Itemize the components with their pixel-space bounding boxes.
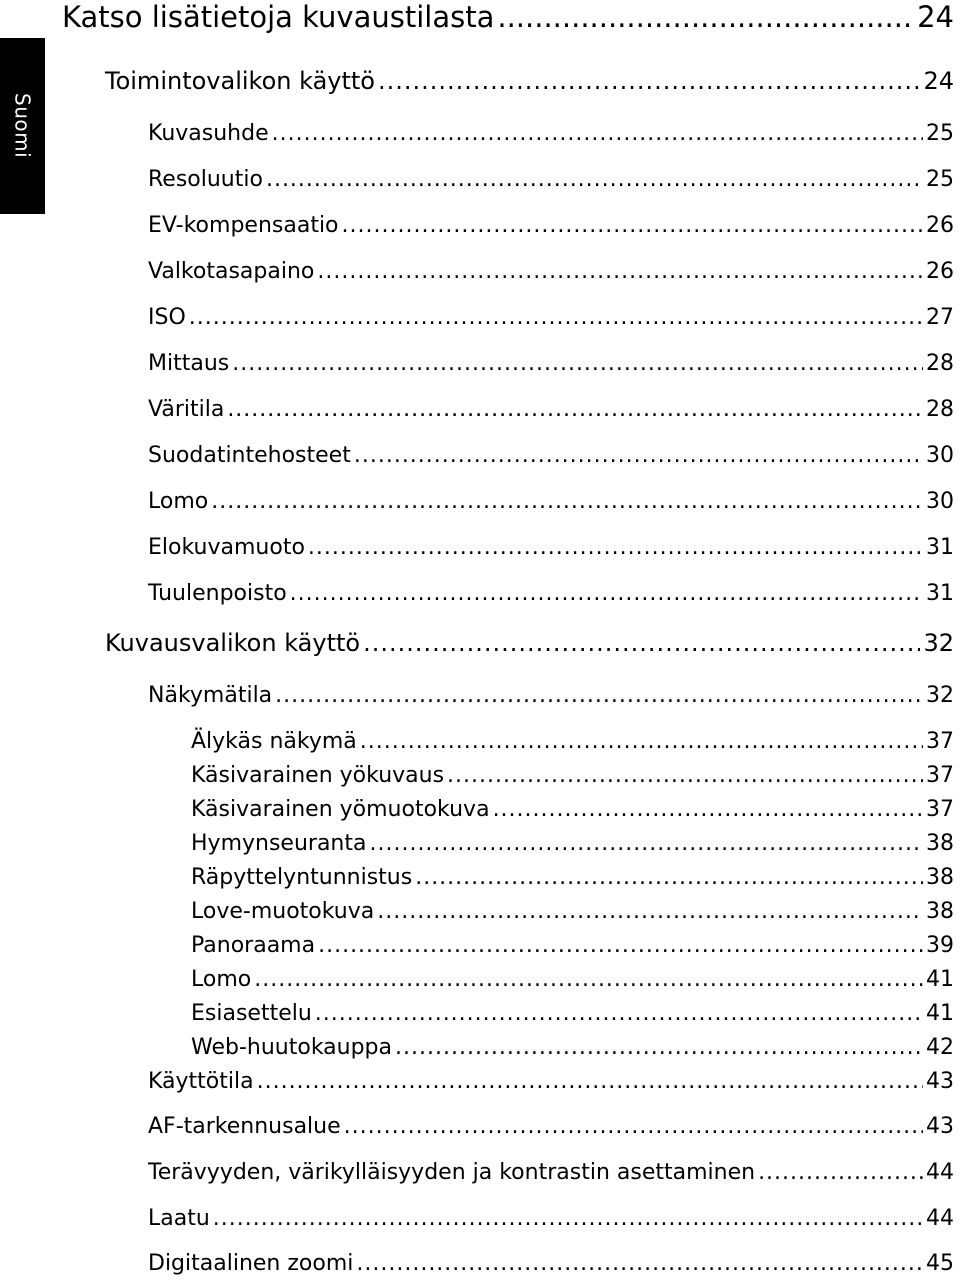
leader-dots (356, 1251, 923, 1276)
toc-entry-page: 31 (926, 535, 954, 560)
toc-entry[interactable] (191, 1035, 954, 1060)
toc-entry-page: 39 (926, 933, 954, 958)
toc-entry-label: EV-kompensaatio (148, 213, 339, 238)
leader-dots (308, 535, 923, 560)
toc-entry[interactable] (148, 121, 954, 146)
toc-entry-page: 37 (926, 797, 954, 822)
toc-entry-label: Näkymätila (148, 683, 273, 708)
toc-entry[interactable] (148, 1069, 954, 1094)
leader-dots (369, 831, 923, 856)
toc-entry[interactable] (148, 397, 954, 422)
toc-entry[interactable] (148, 443, 954, 468)
toc-entry-page: 43 (926, 1069, 954, 1094)
toc-entry-page: 26 (926, 259, 954, 284)
toc-entry-label: Lomo (148, 489, 209, 514)
toc-entry-label: AF-tarkennusalue (148, 1114, 341, 1139)
toc-entry-label: Lomo (191, 967, 252, 992)
toc-entry-page: 30 (926, 489, 954, 514)
toc-entry-page: 32 (926, 683, 954, 708)
toc-entry-page: 38 (926, 865, 954, 890)
toc-entry-label: Hymynseuranta (191, 831, 367, 856)
toc-entry-page: 38 (926, 899, 954, 924)
toc-entry-label: Älykäs näkymä (191, 729, 357, 754)
toc-entry-page: 44 (926, 1206, 954, 1231)
leader-dots (211, 489, 923, 514)
language-side-tab (0, 38, 45, 214)
leader-dots (493, 797, 923, 822)
toc-entry-page: 41 (926, 1001, 954, 1026)
toc-entry[interactable] (191, 831, 954, 856)
toc-entry-label: Tuulenpoisto (148, 581, 287, 606)
toc-entry[interactable] (105, 629, 954, 657)
toc-entry-page: 24 (917, 0, 954, 34)
toc-entry-label: Terävyyden, värikylläisyyden ja kontrastin asettaminen (148, 1160, 756, 1185)
toc-entry-label: Love-muotokuva (191, 899, 375, 924)
toc-entry-label: Web-huutokauppa (191, 1035, 393, 1060)
toc-entry[interactable] (191, 797, 954, 822)
toc-entry-page: 37 (926, 729, 954, 754)
toc-entry[interactable] (62, 0, 954, 34)
toc-entry-label: Katso lisätietoja kuvaustilasta (62, 0, 495, 34)
leader-dots (232, 351, 923, 376)
toc-entry[interactable] (191, 899, 954, 924)
toc-entry[interactable] (148, 259, 954, 284)
toc-entry-label: Käsivarainen yömuotokuva (191, 797, 490, 822)
toc-entry-label: Käsivarainen yökuvaus (191, 763, 445, 788)
leader-dots (363, 629, 920, 657)
toc-entry-label: Räpyttelyntunnistus (191, 865, 413, 890)
toc-entry[interactable] (148, 581, 954, 606)
leader-dots (497, 0, 914, 34)
toc-entry[interactable] (148, 535, 954, 560)
toc-entry-page: 28 (926, 397, 954, 422)
toc-entry[interactable] (191, 865, 954, 890)
leader-dots (227, 397, 923, 422)
leader-dots (213, 1206, 923, 1231)
leader-dots (189, 305, 923, 330)
toc-entry-label: Elokuvamuoto (148, 535, 305, 560)
toc-entry-label: Digitaalinen zoomi (148, 1251, 354, 1276)
toc-entry-label: ISO (148, 305, 186, 330)
toc-entry[interactable] (148, 305, 954, 330)
toc-entry[interactable] (191, 763, 954, 788)
leader-dots (275, 683, 923, 708)
toc-entry-page: 42 (926, 1035, 954, 1060)
toc-entry-page: 32 (923, 629, 954, 657)
toc-entry-label: Laatu (148, 1206, 210, 1231)
toc-entry-page: 25 (926, 167, 954, 192)
toc-entry-label: Käyttötila (148, 1069, 254, 1094)
toc-entry[interactable] (148, 1160, 954, 1185)
leader-dots (266, 167, 923, 192)
toc-entry-label: Mittaus (148, 351, 230, 376)
toc-entry-page: 26 (926, 213, 954, 238)
toc-entry[interactable] (191, 1001, 954, 1026)
toc-entry[interactable] (191, 729, 954, 754)
leader-dots (378, 67, 920, 95)
toc-entry-page: 27 (926, 305, 954, 330)
toc-entry[interactable] (148, 489, 954, 514)
toc-entry-page: 44 (926, 1160, 954, 1185)
toc-entry-label: Esiasettelu (191, 1001, 312, 1026)
leader-dots (290, 581, 923, 606)
leader-dots (272, 121, 923, 146)
toc-entry-page: 31 (926, 581, 954, 606)
toc-entry-page: 38 (926, 831, 954, 856)
toc-entry-label: Kuvausvalikon käyttö (105, 629, 361, 657)
toc-entry-label: Valkotasapaino (148, 259, 315, 284)
toc-entry[interactable] (148, 213, 954, 238)
leader-dots (447, 763, 923, 788)
toc-entry-page: 43 (926, 1114, 954, 1139)
leader-dots (360, 729, 923, 754)
leader-dots (344, 1114, 923, 1139)
toc-entry[interactable] (191, 933, 954, 958)
leader-dots (317, 259, 923, 284)
toc-entry-label: Panoraama (191, 933, 316, 958)
leader-dots (342, 213, 923, 238)
leader-dots (415, 865, 923, 890)
toc-entry[interactable] (148, 167, 954, 192)
toc-entry-page: 25 (926, 121, 954, 146)
toc-entry-label: Kuvasuhde (148, 121, 269, 146)
toc-entry[interactable] (148, 1114, 954, 1139)
toc-entry[interactable] (148, 351, 954, 376)
leader-dots (354, 443, 923, 468)
leader-dots (318, 933, 923, 958)
toc-entry-page: 28 (926, 351, 954, 376)
toc-entry-label: Resoluutio (148, 167, 263, 192)
leader-dots (395, 1035, 923, 1060)
toc-entry[interactable] (148, 1206, 954, 1231)
leader-dots (758, 1160, 923, 1185)
leader-dots (377, 899, 923, 924)
leader-dots (254, 967, 923, 992)
toc-entry-page: 24 (923, 67, 954, 95)
language-tab-label: Suomi (10, 93, 35, 159)
leader-dots (257, 1069, 923, 1094)
toc-entry[interactable] (148, 683, 954, 708)
toc-entry-label: Toimintovalikon käyttö (105, 67, 375, 95)
toc-entry[interactable] (105, 67, 954, 95)
toc-entry[interactable] (191, 967, 954, 992)
toc-entry-page: 45 (926, 1251, 954, 1276)
toc-entry-label: Suodatintehosteet (148, 443, 351, 468)
toc-entry-page: 30 (926, 443, 954, 468)
toc-entry-page: 37 (926, 763, 954, 788)
toc-entry[interactable] (148, 1251, 954, 1276)
leader-dots (315, 1001, 923, 1026)
toc-entry-label: Väritila (148, 397, 225, 422)
toc-entry-page: 41 (926, 967, 954, 992)
